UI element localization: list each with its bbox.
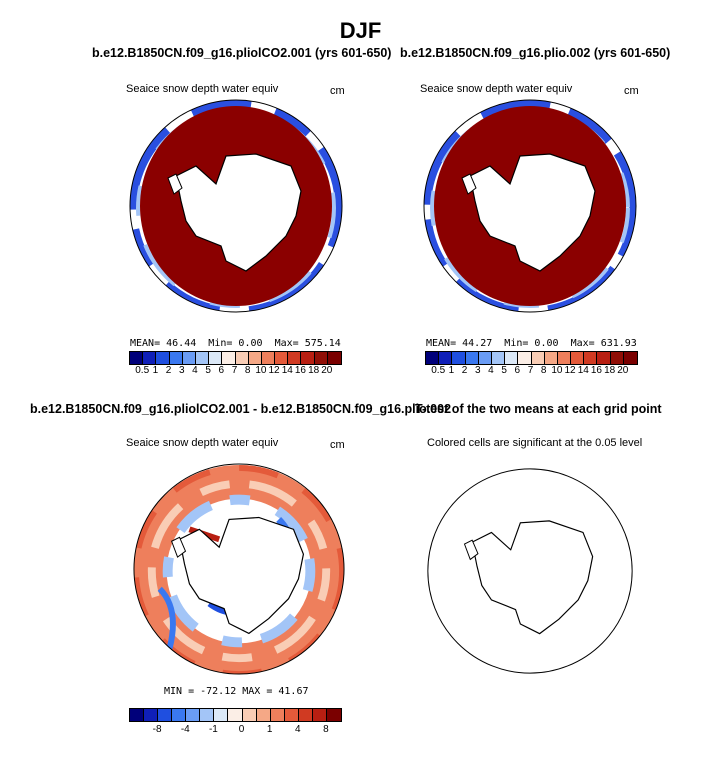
colorbar-swatch [492, 352, 505, 364]
colorbar-swatch [624, 352, 637, 364]
colorbar-tick-label: 10 [255, 365, 267, 376]
colorbar-swatch [584, 352, 597, 364]
colorbar-tick-label: 3 [178, 365, 185, 376]
colorbar-swatch [257, 709, 271, 721]
colorbar-swatch [315, 352, 328, 364]
colorbar-swatch [200, 709, 214, 721]
colorbar-tick-label: 12 [564, 365, 576, 376]
variable-label-top-right: Seaice snow depth water equiv [420, 83, 573, 95]
colorbar-swatch [236, 352, 249, 364]
colorbar-swatch [271, 709, 285, 721]
colorbar-swatch [328, 352, 341, 364]
units-label-bottom-left: cm [330, 439, 345, 451]
map-top-left [126, 96, 346, 316]
colorbar-tick-label: 8 [323, 724, 329, 735]
colorbar-labels-difference [129, 724, 340, 736]
colorbar-swatch [249, 352, 262, 364]
colorbar-tick-label: 4 [488, 365, 494, 376]
colorbar-tick-label: 0.5 [135, 365, 150, 376]
colorbar-swatch [426, 352, 439, 364]
colorbar-tick-label: 20 [321, 365, 333, 376]
variable-label-top-left: Seaice snow depth water equiv [126, 83, 279, 95]
colorbar-swatch [571, 352, 584, 364]
colorbar-tick-label: 4 [192, 365, 198, 376]
units-label-top-right: cm [624, 85, 639, 97]
colorbar-tick-label: 16 [294, 365, 306, 376]
colorbar-tick-label: 7 [231, 365, 238, 376]
colorbar-swatch [143, 352, 156, 364]
colorbar-swatch [209, 352, 222, 364]
colorbar-swatch [144, 709, 158, 721]
colorbar-swatch [545, 352, 558, 364]
colorbar-swatch [466, 352, 479, 364]
colorbar-labels-top-left [129, 365, 340, 377]
colorbar-swatch [288, 352, 301, 364]
colorbar-tick-label: 20 [617, 365, 629, 376]
colorbar-swatch [228, 709, 242, 721]
colorbar-swatch [285, 709, 299, 721]
colorbar-swatch [518, 352, 531, 364]
colorbar-tick-label: 14 [577, 365, 589, 376]
colorbar-swatch [313, 709, 327, 721]
colorbar-tick-label: 1 [266, 724, 273, 735]
variable-label-bottom-left: Seaice snow depth water equiv [126, 437, 279, 449]
colorbar-swatch [196, 352, 209, 364]
colorbar-swatch [183, 352, 196, 364]
stats-top-right: MEAN= 44.27 Min= 0.00 Max= 631.93 [426, 338, 637, 349]
colorbar-tick-label: 18 [604, 365, 616, 376]
colorbar-swatch [222, 352, 235, 364]
colorbar-swatch [172, 709, 186, 721]
ttest-title: T-test of the two means at each grid point [415, 402, 662, 416]
colorbar-tick-label: 0.5 [431, 365, 446, 376]
colorbar-swatch [439, 352, 452, 364]
map-difference [130, 460, 348, 678]
colorbar-tick-label: -4 [180, 724, 190, 735]
map-ttest [424, 465, 636, 677]
colorbar-tick-label: -8 [152, 724, 162, 735]
colorbar-tick-label: 6 [218, 365, 225, 376]
colorbar-tick-label: 0 [238, 724, 245, 735]
colorbar-swatch [156, 352, 169, 364]
stats-difference: MIN = -72.12 MAX = 41.67 [164, 686, 309, 697]
colorbar-labels-top-right [425, 365, 636, 377]
colorbar-tick-label: 1 [448, 365, 455, 376]
colorbar-top-right [425, 351, 638, 365]
colorbar-swatch [558, 352, 571, 364]
colorbar-swatch [262, 352, 275, 364]
run-title-left: b.e12.B1850CN.f09_g16.pliolCO2.001 (yrs 601-650) [92, 46, 392, 60]
colorbar-tick-label: 10 [551, 365, 563, 376]
colorbar-swatch [479, 352, 492, 364]
colorbar-tick-label: 1 [152, 365, 159, 376]
colorbar-swatch [299, 709, 313, 721]
colorbar-tick-label: -1 [208, 724, 218, 735]
stats-top-left: MEAN= 46.44 Min= 0.00 Max= 575.14 [130, 338, 341, 349]
colorbar-swatch [532, 352, 545, 364]
colorbar-swatch [327, 709, 341, 721]
difference-title: b.e12.B1850CN.f09_g16.pliolCO2.001 - b.e12.B1850CN.f09_g16.plio.002 [30, 402, 452, 416]
units-label-top-left: cm [330, 85, 345, 97]
colorbar-swatch [186, 709, 200, 721]
colorbar-swatch [170, 352, 183, 364]
colorbar-tick-label: 8 [244, 365, 251, 376]
colorbar-swatch [130, 352, 143, 364]
colorbar-tick-label: 5 [501, 365, 507, 376]
colorbar-tick-label: 2 [461, 365, 468, 376]
colorbar-tick-label: 16 [590, 365, 602, 376]
colorbar-tick-label: 14 [281, 365, 293, 376]
colorbar-tick-label: 18 [308, 365, 320, 376]
colorbar-swatch [243, 709, 257, 721]
colorbar-swatch [301, 352, 314, 364]
colorbar-tick-label: 3 [474, 365, 481, 376]
colorbar-swatch [158, 709, 172, 721]
colorbar-tick-label: 8 [540, 365, 547, 376]
significance-note: Colored cells are significant at the 0.05 level [427, 437, 643, 449]
colorbar-tick-label: 2 [165, 365, 172, 376]
colorbar-tick-label: 5 [205, 365, 211, 376]
colorbar-swatch [130, 709, 144, 721]
colorbar-tick-label: 4 [295, 724, 301, 735]
colorbar-tick-label: 7 [527, 365, 534, 376]
colorbar-difference [129, 708, 342, 722]
colorbar-swatch [275, 352, 288, 364]
colorbar-top-left [129, 351, 342, 365]
colorbar-tick-label: 6 [514, 365, 521, 376]
run-title-right: b.e12.B1850CN.f09_g16.plio.002 (yrs 601-650) [400, 46, 671, 60]
colorbar-swatch [452, 352, 465, 364]
colorbar-swatch [214, 709, 228, 721]
colorbar-swatch [611, 352, 624, 364]
colorbar-tick-label: 12 [268, 365, 280, 376]
colorbar-swatch [597, 352, 610, 364]
page-title: DJF [339, 18, 382, 43]
colorbar-swatch [505, 352, 518, 364]
map-top-right [420, 96, 640, 316]
